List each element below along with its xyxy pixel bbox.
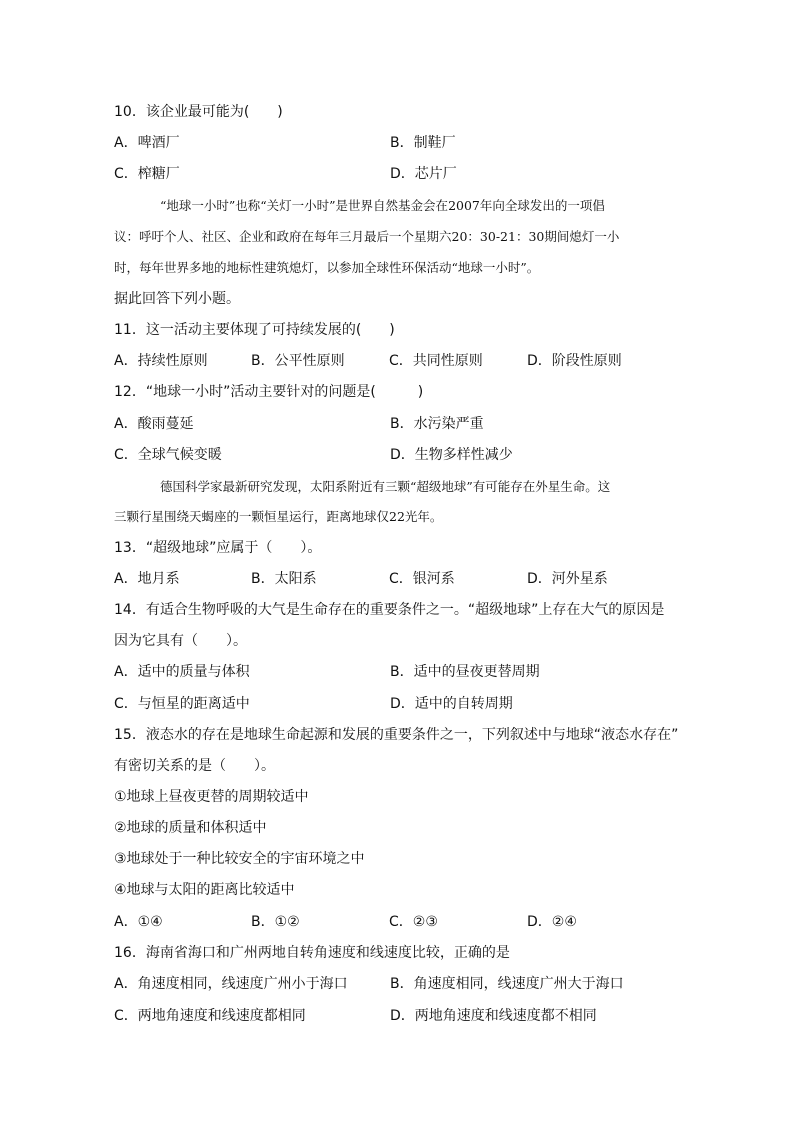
q13-option-c: C．银河系 [389, 571, 455, 587]
q13-option-d: D．河外星系 [527, 571, 608, 587]
passage2-line: 德国科学家最新研究发现，太阳系附近有三颗“超级地球”有可能存在外星生命。这 [160, 479, 611, 494]
q11-option-a: A．持续性原则 [114, 353, 208, 369]
q15-stem: 15．液态水的存在是地球生命起源和发展的重要条件之一，下列叙述中与地球“液态水存在” [114, 727, 679, 743]
q16-option-a: A．角速度相同，线速度广州小于海口 [114, 976, 348, 992]
q11-option-c: C．共同性原则 [389, 353, 483, 369]
q15-stem-cont: 有密切关系的是（ ）。 [114, 758, 275, 774]
q13-option-a: A．地月系 [114, 571, 180, 587]
q12-option-c: C．全球气候变暖 [114, 447, 222, 463]
q15-option-c: C．②③ [389, 914, 438, 930]
q14-stem: 14．有适合生物呼吸的大气是生命存在的重要条件之一。“超级地球”上存在大气的原因是 [114, 602, 665, 618]
q15-statement: ②地球的质量和体积适中 [114, 820, 267, 836]
q12-option-d: D．生物多样性减少 [390, 447, 513, 463]
q10-stem: 10．该企业最可能为( ) [114, 104, 283, 120]
q15-option-b: B．①② [251, 914, 300, 930]
q15-option-d: D．②④ [527, 914, 577, 930]
q14-stem-cont: 因为它具有（ ）。 [114, 633, 247, 649]
q14-option-d: D．适中的自转周期 [390, 696, 513, 712]
q15-option-a: A．①④ [114, 914, 163, 930]
q10-option-c: C．榨糖厂 [114, 166, 180, 182]
q15-statement: ④地球与太阳的距离比较适中 [114, 882, 295, 898]
q10-option-b: B．制鞋厂 [390, 135, 456, 151]
q15-statement: ①地球上昼夜更替的周期较适中 [114, 789, 309, 805]
q16-stem: 16．海南省海口和广州两地自转角速度和线速度比较，正确的是 [114, 945, 510, 961]
instruction: 据此回答下列小题。 [114, 291, 240, 307]
passage2-line: 三颗行星围绕天蝎座的一颗恒星运行，距离地球仅22光年。 [114, 509, 443, 524]
q11-option-b: B．公平性原则 [251, 353, 345, 369]
q10-option-a: A．啤酒厂 [114, 135, 180, 151]
passage1-line: “地球一小时”也称“关灯一小时”是世界自然基金会在2007年向全球发出的一项倡 [160, 198, 605, 213]
passage1-line: 时，每年世界多地的地标性建筑熄灯，以参加全球性环保活动“地球一小时”。 [114, 260, 540, 275]
q11-stem: 11．这一活动主要体现了可持续发展的( ) [114, 322, 395, 338]
q10-option-d: D．芯片厂 [390, 166, 457, 182]
q12-stem: 12．“地球一小时”活动主要针对的问题是( ) [114, 384, 424, 400]
q13-stem: 13．“超级地球”应属于（ ）。 [114, 540, 322, 556]
q15-statement: ③地球处于一种比较安全的宇宙环境之中 [114, 851, 365, 867]
q13-option-b: B．太阳系 [251, 571, 317, 587]
q16-option-b: B．角速度相同，线速度广州大于海口 [390, 976, 624, 992]
q12-option-a: A．酸雨蔓延 [114, 416, 194, 432]
q14-option-b: B．适中的昼夜更替周期 [390, 664, 540, 680]
q11-option-d: D．阶段性原则 [527, 353, 622, 369]
q16-option-c: C．两地角速度和线速度都相同 [114, 1008, 306, 1024]
q16-option-d: D．两地角速度和线速度都不相同 [390, 1008, 597, 1024]
q14-option-a: A．适中的质量与体积 [114, 664, 250, 680]
q14-option-c: C．与恒星的距离适中 [114, 696, 250, 712]
passage1-line: 议：呼吁个人、社区、企业和政府在每年三月最后一个星期六20：30-21：30期间熄灯一小 [114, 229, 620, 244]
q12-option-b: B．水污染严重 [390, 416, 484, 432]
